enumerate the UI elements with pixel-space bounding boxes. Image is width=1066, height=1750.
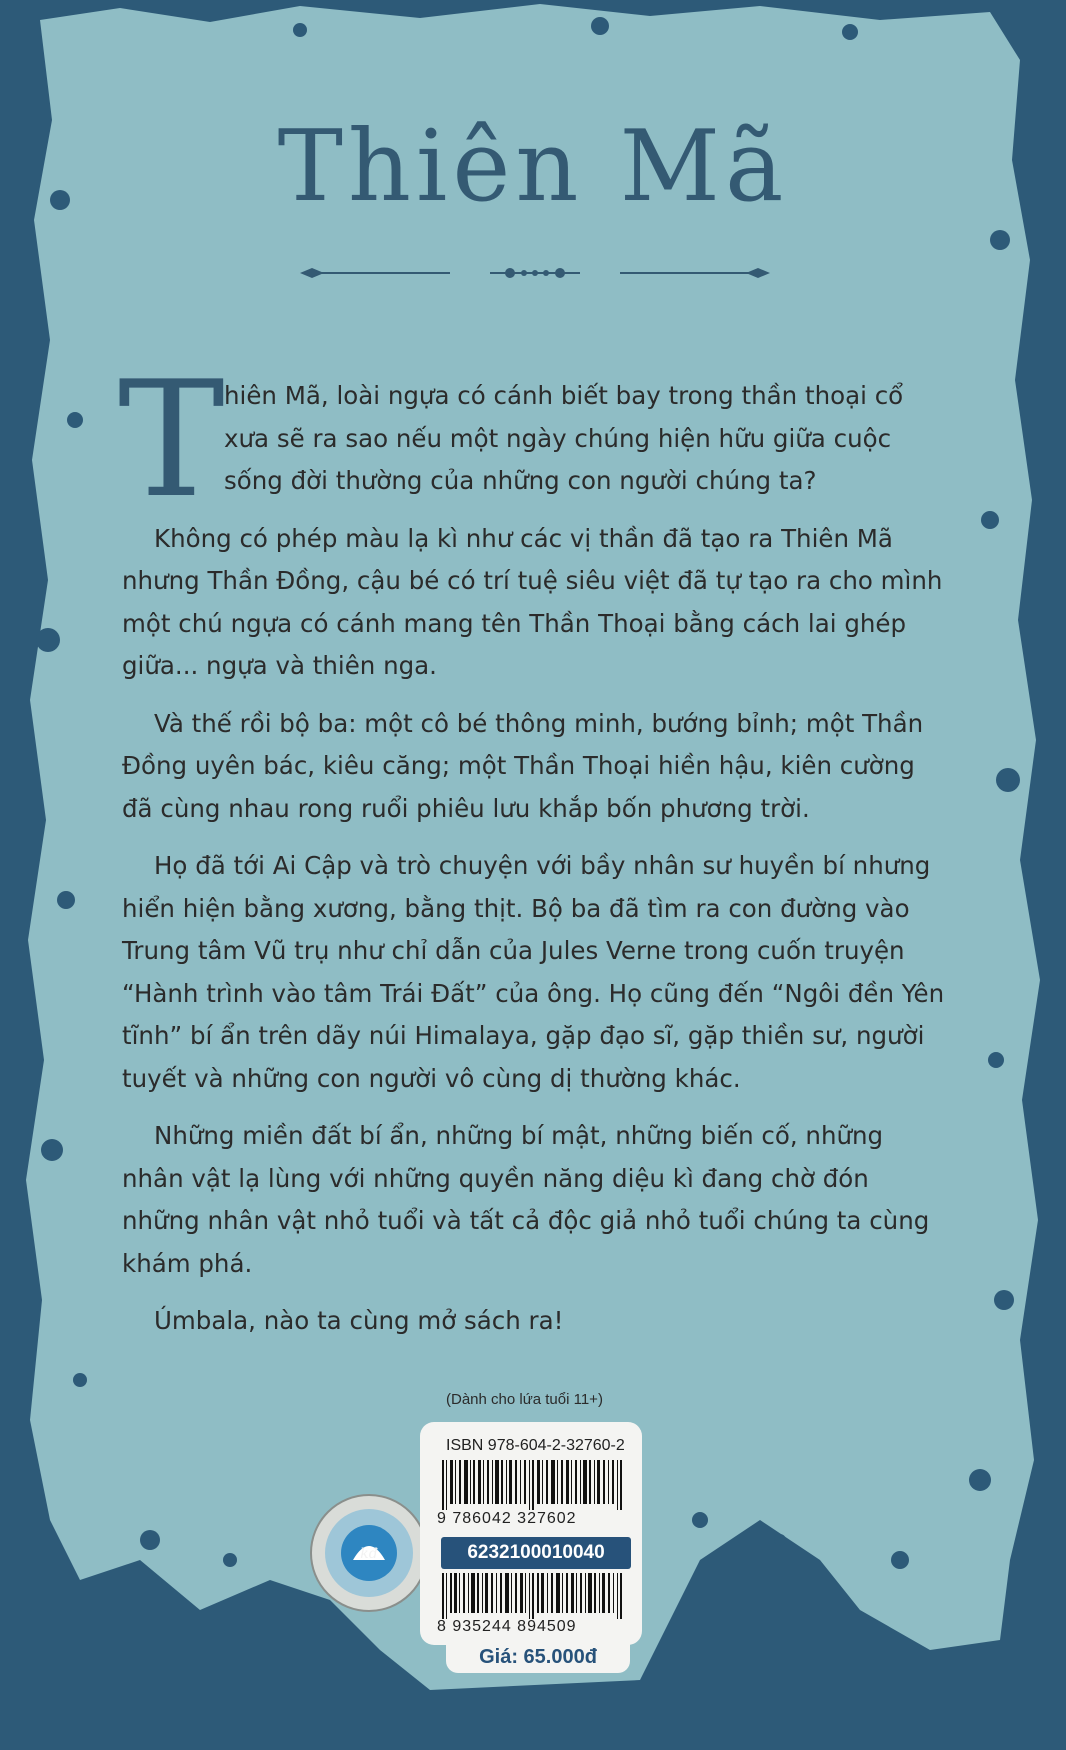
drop-cap: T [118,346,225,533]
age-rating: (Dành cho lứa tuổi 11+) [446,1391,603,1408]
internal-code: 6232100010040 [441,1537,631,1569]
blurb-paragraph: Úmbala, nào ta cùng mở sách ra! [154,1306,564,1335]
isbn-digits: 9 786042 327602 [437,1510,577,1527]
blurb-paragraph: Và thế rồi bộ ba: một cô bé thông minh, bướng bỉnh; một Thần Đồng uyên bác, kiêu căng; một Thần Thoại hiền hậu, kiên cường đã cùng nhau rong ruổi phiêu lưu khắp bốn phương trời. [122,708,924,823]
blurb-paragraph: Những miền đất bí ẩn, những bí mật, những biến cố, những nhân vật lạ lùng với những quyền năng diệu kì đang chờ đón những nhân vật nhỏ tuổi và tất cả độc giả nhỏ tuổi chúng ta cùng khám phá. [122,1121,930,1278]
ean-digits: 8 935244 894509 [437,1618,577,1635]
blurb-paragraph: hiên Mã, loài ngựa có cánh biết bay trong thần thoại cổ xưa sẽ ra sao nếu một ngày chúng hiện hữu giữa cuộc sống đời thường của những con người chúng ta? [224,381,904,495]
price-label: Giá: 65.000đ [446,1643,630,1673]
blurb-paragraph: Họ đã tới Ai Cập và trò chuyện với bầy nhân sư huyền bí nhưng hiển hiện bằng xương, bằng thịt. Bộ ba đã tìm ra con đường vào Trung tâm Vũ trụ như chỉ dẫn của Jules Verne trong cuốn truyện “Hành trình vào tâm Trái Đất” của ông. Họ cũng đến “Ngôi đền Yên tĩnh” bí ẩn trên dãy núi Himalaya, gặp đạo sĩ, gặp thiền sư, người tuyết và những con người vô cùng dị thường khác. [122,851,945,1093]
publisher-seal-logo [308,1492,430,1614]
svg-text:kđ: kđ [360,1546,378,1562]
title-divider-ornament [300,258,770,288]
ean-barcode [440,1573,630,1619]
blurb-text [122,375,952,1358]
blurb-paragraph: Không có phép màu lạ kì như các vị thần đã tạo ra Thiên Mã nhưng Thần Đồng, cậu bé có trí tuệ siêu việt đã tự tạo ra cho mình một chú ngựa có cánh mang tên Thần Thoại bằng cách lai ghép giữa... ngựa và thiên nga. [122,523,943,680]
isbn-barcode [440,1460,630,1510]
isbn-label: ISBN 978-604-2-32760-2 [446,1437,625,1454]
book-title: Thiên Mã [277,110,789,224]
